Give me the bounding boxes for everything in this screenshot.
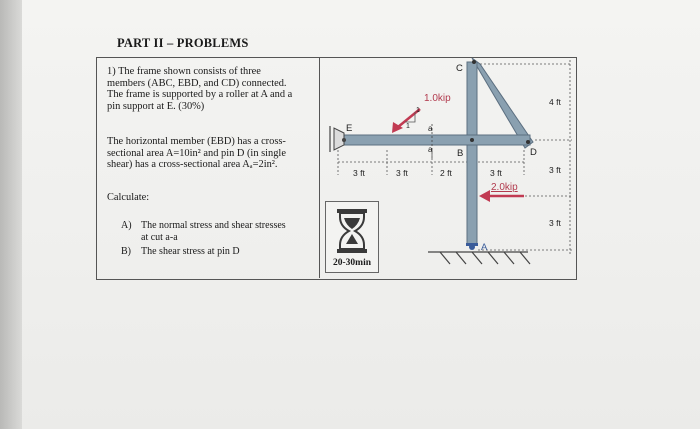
cut-label-bottom: a bbox=[428, 145, 433, 154]
task-a-line: The normal stress and shear stresses bbox=[141, 220, 286, 231]
pin-support-e bbox=[330, 126, 346, 152]
dim-3ft-2: 3 ft bbox=[396, 168, 408, 178]
intro-line: 1) The frame shown consists of three bbox=[107, 66, 261, 77]
intro-line: The frame is supported by a roller at A and a bbox=[107, 89, 293, 101]
calculate-label: Calculate: bbox=[107, 192, 150, 203]
point-d-label: D bbox=[530, 147, 537, 158]
point-a-label: A bbox=[481, 242, 488, 253]
task-a-label: A) bbox=[121, 220, 132, 231]
task-a-line: at cut a-a bbox=[141, 231, 178, 243]
member-ebd bbox=[344, 135, 530, 145]
intro-line: pin support at E. (30%) bbox=[107, 100, 205, 112]
pin-c-marker bbox=[472, 60, 476, 64]
dim-4ft: 4 ft bbox=[549, 97, 561, 107]
task-b-line: The shear stress at pin D bbox=[141, 246, 240, 257]
area-line: shear) has a cross-sectional area Aₐ=2in². bbox=[107, 159, 278, 171]
section-heading: PART II – PROBLEMS bbox=[117, 36, 249, 50]
slope-rise: 1 bbox=[416, 107, 420, 114]
load-2kip-label: 2.0kip bbox=[491, 182, 518, 193]
area-line: sectional area A=10in² and pin D (in single bbox=[107, 147, 286, 159]
task-b-label: B) bbox=[121, 246, 131, 257]
dim-2ft: 2 ft bbox=[440, 168, 452, 178]
point-c-label: C bbox=[456, 63, 463, 74]
member-abc bbox=[467, 62, 477, 244]
cut-label-top: a bbox=[428, 124, 433, 133]
area-line: The horizontal member (EBD) has a cross- bbox=[107, 136, 286, 147]
roller-support-a bbox=[466, 243, 478, 250]
dimension-lines bbox=[338, 60, 572, 256]
ground bbox=[428, 252, 530, 264]
dim-3ft-v1: 3 ft bbox=[549, 165, 561, 175]
point-e-label: E bbox=[346, 123, 353, 134]
dim-3ft-1: 3 ft bbox=[353, 168, 365, 178]
dim-3ft-v2: 3 ft bbox=[549, 218, 561, 228]
intro-line: members (ABC, EBD, and CD) connected. bbox=[107, 77, 287, 89]
dim-3ft-3: 3 ft bbox=[490, 168, 502, 178]
slope-run: 1 bbox=[406, 123, 410, 130]
load-1kip-label: 1.0kip bbox=[424, 93, 451, 104]
point-b-label: B bbox=[457, 148, 464, 159]
pin-d-marker bbox=[526, 140, 530, 144]
timer-caption: 20-30min bbox=[333, 258, 371, 268]
pin-b-marker bbox=[470, 138, 474, 142]
